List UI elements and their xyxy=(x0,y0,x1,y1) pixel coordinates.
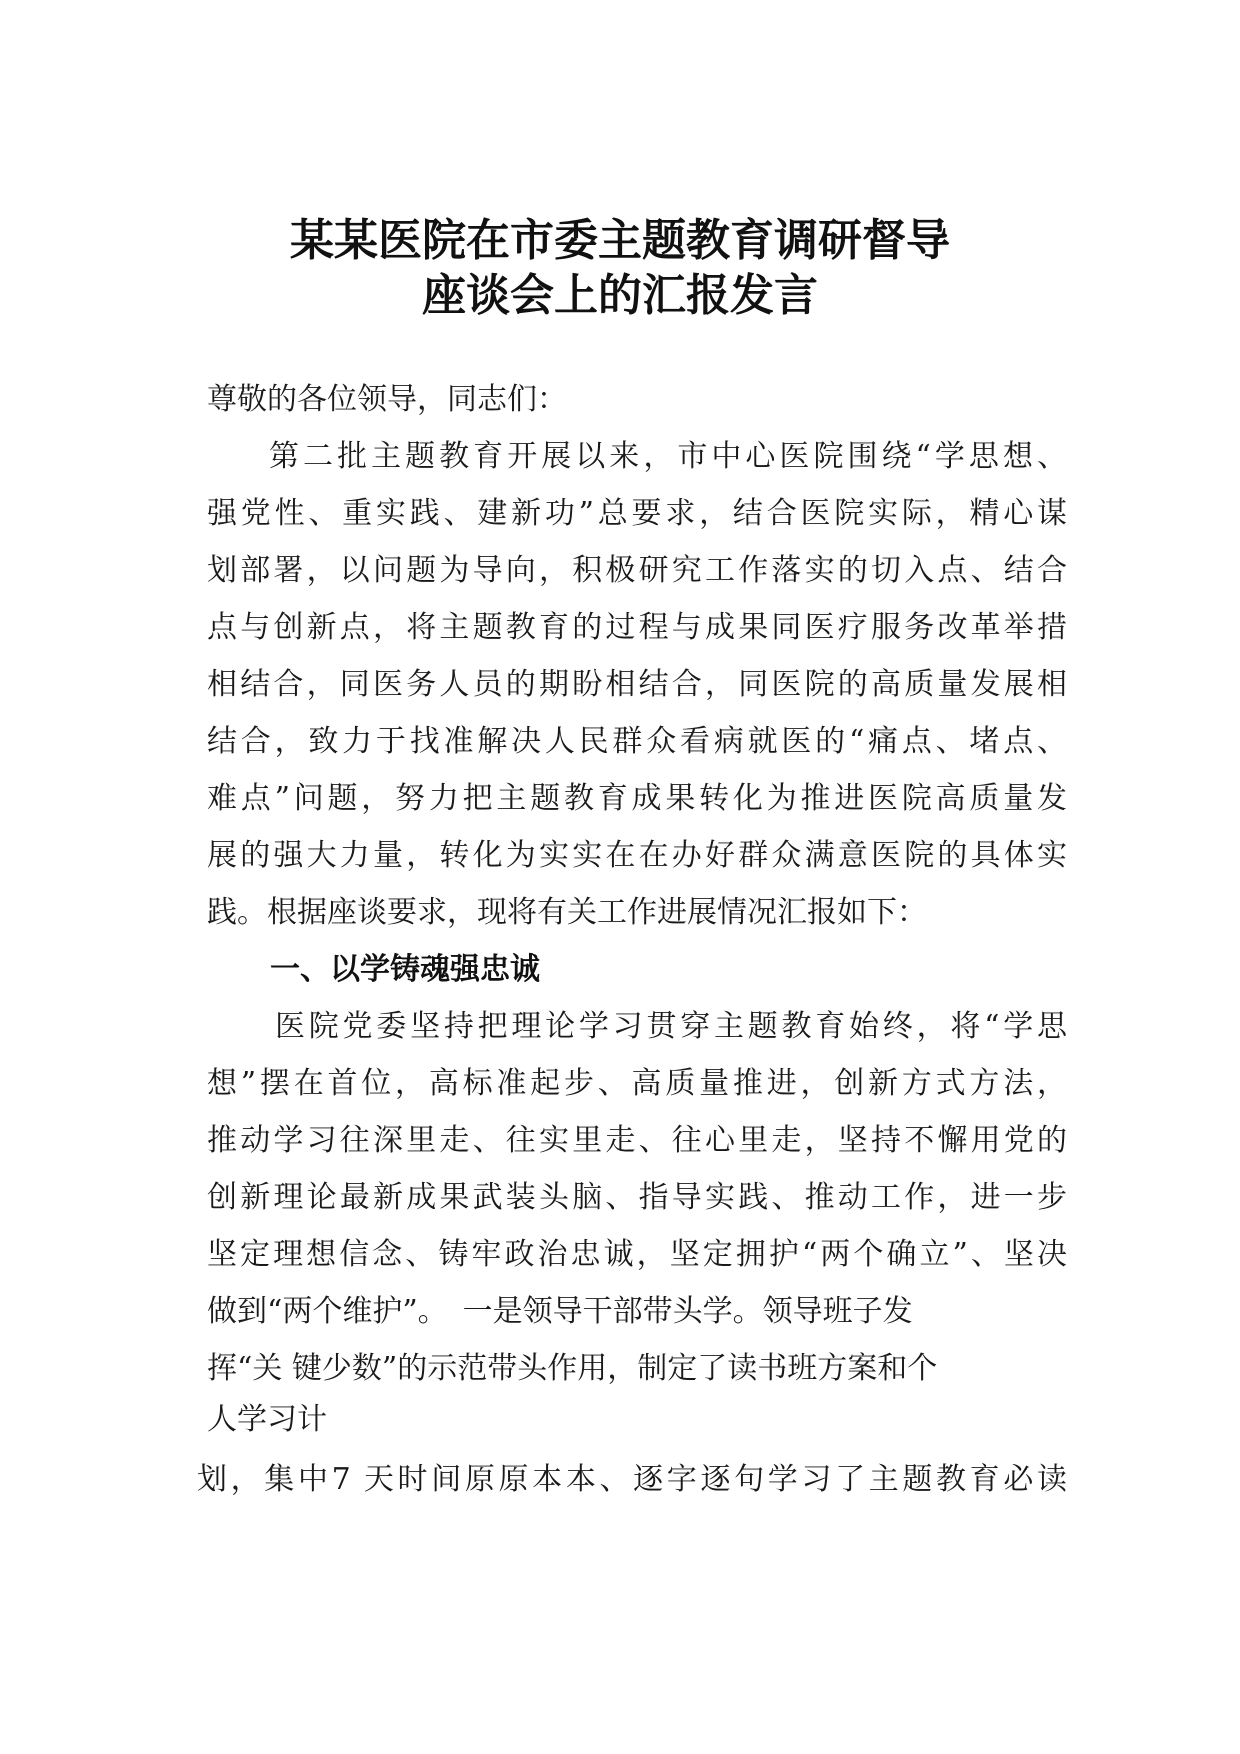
document-title-line-2: 座谈会上的汇报发言 xyxy=(422,270,818,321)
paragraph-2-line: 创新理论最新成果武装头脑、指导实践、推动工作，进一步 xyxy=(207,1180,1067,1215)
paragraph-2-line: 划，集中7 天时间原原本本、逐字逐句学习了主题教育必读 xyxy=(197,1462,1067,1497)
paragraph-1-line: 划部署，以问题为导向，积极研究工作落实的切入点、结合 xyxy=(207,553,1067,588)
paragraph-2-line: 推动学习往深里走、往实里走、往心里走，坚持不懈用党的 xyxy=(207,1123,1067,1158)
paragraph-1-line: 相结合，同医务人员的期盼相结合，同医院的高质量发展相 xyxy=(207,667,1067,702)
paragraph-1-line: 难点”问题，努力把主题教育成果转化为推进医院高质量发 xyxy=(207,781,1067,816)
paragraph-2-line: 坚定理想信念、铸牢政治忠诚，坚定拥护“两个确立”、坚决 xyxy=(207,1237,1067,1272)
paragraph-1-line: 点与创新点，将主题教育的过程与成果同医疗服务改革举措 xyxy=(207,610,1067,645)
paragraph-2-line: 医院党委坚持把理论学习贯穿主题教育始终，将“学思 xyxy=(275,1009,1067,1044)
document-title-line-1: 某某医院在市委主题教育调研督导 xyxy=(290,215,950,266)
section-heading-1: 一、以学铸魂强忠诚 xyxy=(270,952,540,987)
paragraph-2-line: 做到“两个维护”。 一是领导干部带头学。领导班子发 xyxy=(207,1294,913,1329)
paragraph-2-line: 想”摆在首位，高标准起步、高质量推进，创新方式方法， xyxy=(207,1066,1067,1101)
paragraph-1-line: 强党性、重实践、建新功”总要求，结合医院实际，精心谋 xyxy=(207,496,1067,531)
paragraph-1-line: 结合，致力于找准解决人民群众看病就医的“痛点、堵点、 xyxy=(207,724,1067,759)
paragraph-1-line: 第二批主题教育开展以来，市中心医院围绕“学思想、 xyxy=(269,439,1067,474)
paragraph-2-line: 人学习计 xyxy=(207,1402,327,1437)
salutation: 尊敬的各位领导，同志们： xyxy=(207,382,567,417)
paragraph-1-line: 践。根据座谈要求，现将有关工作进展情况汇报如下： xyxy=(207,895,927,930)
paragraph-2-line: 挥“关 键少数”的示范带头作用，制定了读书班方案和个 xyxy=(207,1351,938,1386)
paragraph-1-line: 展的强大力量，转化为实实在在办好群众满意医院的具体实 xyxy=(207,838,1067,873)
